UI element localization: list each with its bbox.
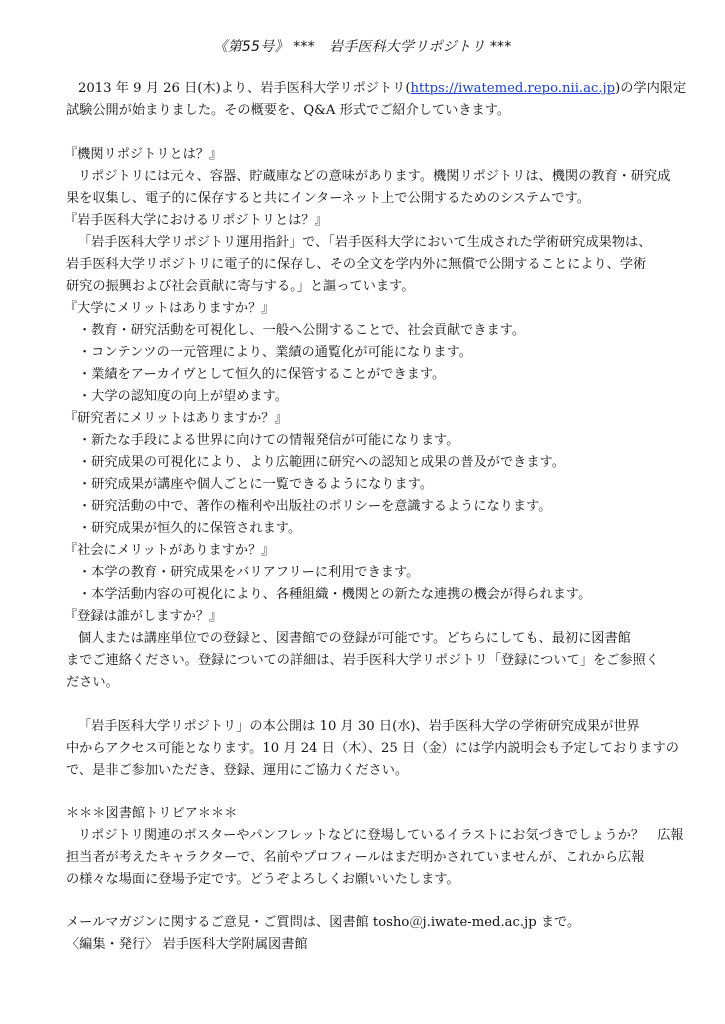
bullet-item: ・本学活動内容の可視化により、各種組織・機関との新たな連携の機会が得られます。	[78, 587, 592, 602]
section-text: 果を収集し、電子的に保存すると共にインターネット上で公開するためのシステムです。	[66, 191, 590, 206]
bullet-item: ・研究成果が講座や個人ごとに一覧できるようになります。	[78, 477, 434, 492]
bullet-item: ・教育・研究活動を可視化し、一般へ公開することで、社会貢献できます。	[78, 323, 526, 338]
section-heading: 『研究者にメリットはありますか？』	[64, 411, 288, 426]
bullet-item: ・研究成果の可視化により、より広範囲に研究への認知と成果の普及ができます。	[78, 455, 565, 470]
newsletter-title: 《第55号》 *** 岩手医科大学リポジトリ ***	[213, 39, 512, 55]
section-heading: 『機関リポジトリとは？』	[64, 147, 223, 162]
contact-info: メールマガジンに関するご意見・ご質問は、図書館 tosho＠j.iwate-med.ac.jp まで。	[66, 915, 581, 930]
section-text: までご連絡ください。登録についての詳細は、岩手医科大学リポジトリ「登録について」をご参照く	[66, 653, 659, 668]
section-heading: 『登録は誰がしますか？』	[64, 609, 223, 624]
announcement-text: で、是非ご参加いただき、登録、運用にご協力ください。	[66, 763, 409, 778]
announcement-text: 「岩手医科大学リポジトリ」の本公開は 10 月 30 日(水)、岩手医科大学の学術研究成果が世界	[78, 719, 640, 734]
section-heading: 『岩手医科大学におけるリポジトリとは？』	[64, 213, 328, 228]
bullet-item: ・コンテンツの一元管理により、業績の通覧化が可能になります。	[78, 345, 472, 360]
intro-line-1	[78, 78, 687, 100]
intro-line-2: 試験公開が始まりました。その概要を、Q&A 形式でご紹介していきます。	[66, 103, 511, 118]
section-heading: 『大学にメリットはありますか？』	[64, 301, 275, 316]
section-text: ださい。	[66, 675, 119, 690]
trivia-text: 担当者が考えたキャラクターで、名前やプロフィールはまだ明かされていませんが、これから広報	[66, 850, 645, 865]
bullet-item: ・大学の認知度の向上が望めます。	[78, 389, 288, 404]
announcement-text: 中からアクセス可能となります。10 月 24 日（木）、25 日（金）には学内説明会も予定しておりますの	[66, 741, 679, 756]
section-heading: 『社会にメリットがありますか？』	[64, 543, 275, 558]
section-text: 「岩手医科大学リポジトリ運用指針」で、「岩手医科大学において生成された学術研究成果物は、	[78, 235, 652, 250]
section-text: 岩手医科大学リポジトリに電子的に保存し、その全文を学内外に無償で公開することにより、学術	[66, 257, 647, 272]
bullet-item: ・研究成果が恒久的に保管されます。	[78, 521, 302, 536]
section-text: 研究の振興および社会貢献に寄与する。」と謳っています。	[66, 279, 415, 294]
section-text: リポジトリには元々、容器、貯蔵庫などの意味があります。機関リポジトリは、機関の教育・研究成	[78, 169, 671, 184]
bullet-item: ・研究活動の中で、著作の権利や出版社のポリシーを意識するようになります。	[78, 499, 552, 514]
intro-text-end: )の学内限定	[615, 81, 687, 96]
bullet-item: ・本学の教育・研究成果をバリアフリーに利用できます。	[78, 565, 420, 580]
section-text: 個人または講座単位での登録と、図書館での登録が可能です。どちらにしても、最初に図書館	[78, 631, 631, 646]
bullet-item: ・業績をアーカイヴとして恒久的に保管することができます。	[78, 367, 446, 382]
intro-text: 2013 年 9 月 26 日(木)より、岩手医科大学リポジトリ(	[78, 81, 411, 96]
trivia-heading: ＊＊＊図書館トリビア＊＊＊	[66, 806, 238, 821]
repository-link[interactable]: https://iwatemed.repo.nii.ac.jp	[410, 81, 616, 96]
bullet-item: ・新たな手段による世界に向けての情報発信が可能になります。	[78, 433, 460, 448]
trivia-text: リポジトリ関連のポスターやパンフレットなどに登場しているイラストにお気づきでしょうか？ 広報	[78, 828, 684, 843]
trivia-text: の様々な場面に登場予定です。どうぞよろしくお願いいたします。	[66, 872, 460, 887]
publisher-info: 〈編集・発行〉 岩手医科大学附属図書館	[66, 937, 308, 952]
